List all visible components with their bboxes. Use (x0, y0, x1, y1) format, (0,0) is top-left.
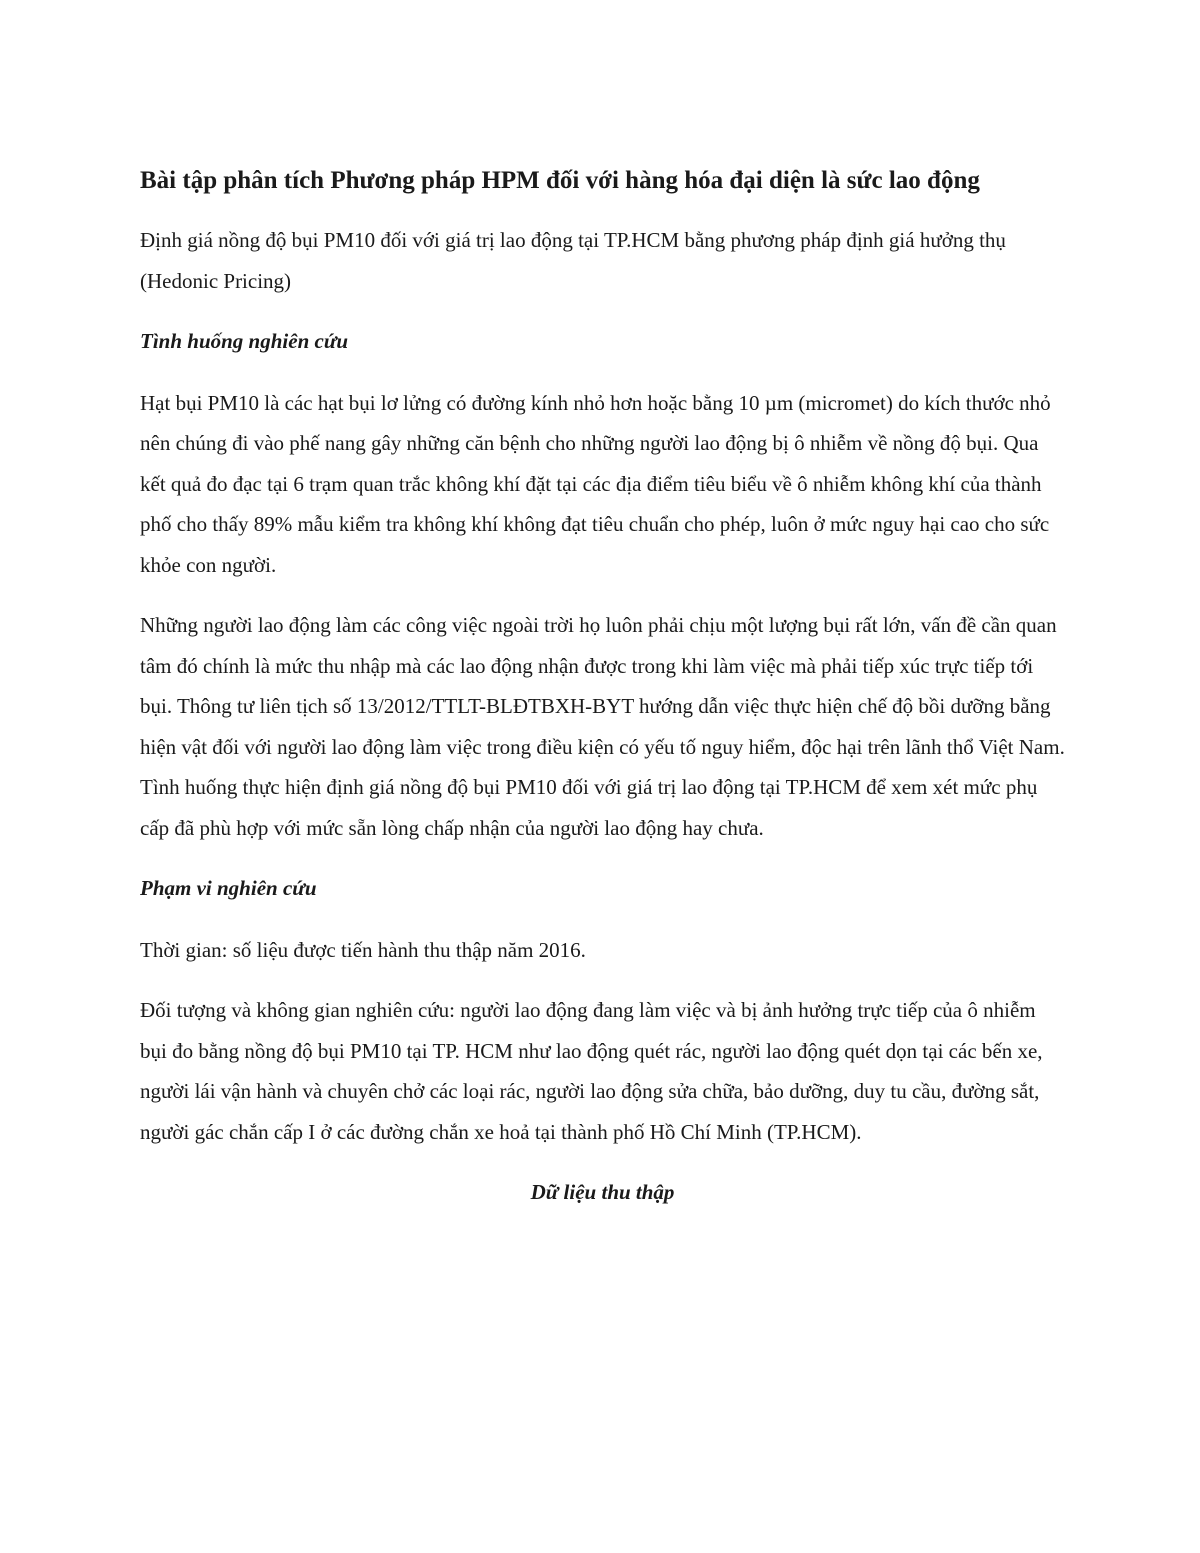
paragraph-pm10-description: Hạt bụi PM10 là các hạt bụi lơ lửng có đường kính nhỏ hơn hoặc bằng 10 µm (micromet) do kích thước nhỏ nên chúng đi vào phế nang gây những căn bệnh cho những người lao động bị ô nhiễm về nồng độ bụi. Qua kết quả đo đạc tại 6 trạm quan trắc không khí đặt tại các địa điểm tiêu biểu về ô nhiễm không khí của thành phố cho thấy 89% mẫu kiểm tra không khí không đạt tiêu chuẩn cho phép, luôn ở mức nguy hại cao cho sức khỏe con người. (140, 390, 1051, 577)
section-heading-data-collection: Dữ liệu thu thập (530, 1180, 675, 1204)
paragraph-time-scope: Thời gian: số liệu được tiến hành thu thập năm 2016. (140, 937, 586, 962)
section-heading-scope: Phạm vi nghiên cứu (140, 876, 317, 900)
section-heading-case-study: Tình huống nghiên cứu (140, 329, 349, 353)
intro-paragraph: Định giá nồng độ bụi PM10 đối với giá trị lao động tại TP.HCM bằng phương pháp định giá hưởng thụ (Hedonic Pricing) (140, 228, 1006, 293)
document-title: Bài tập phân tích Phương pháp HPM đối với hàng hóa đại diện là sức lao động (140, 167, 980, 194)
paragraph-outdoor-workers: Những người lao động làm các công việc ngoài trời họ luôn phải chịu một lượng bụi rất lớn, vấn đề cần quan tâm đó chính là mức thu nhập mà các lao động nhận được trong khi làm việc mà phải tiếp xúc trực tiếp tới bụi. Thông tư liên tịch số 13/2012/TTLT-BLĐTBXH-BYT hướng dẫn việc thực hiện chế độ bồi dưỡng bằng hiện vật đối với người lao động làm việc trong điều kiện có yếu tố nguy hiểm, độc hại trên lãnh thổ Việt Nam. Tình huống thực hiện định giá nồng độ bụi PM10 đối với giá trị lao động tại TP.HCM để xem xét mức phụ cấp đã phù hợp với mức sẵn lòng chấp nhận của người lao động hay chưa. (140, 613, 1065, 840)
paragraph-subject-scope: Đối tượng và không gian nghiên cứu: người lao động đang làm việc và bị ảnh hưởng trực tiếp của ô nhiễm bụi đo bằng nồng độ bụi PM10 tại TP. HCM như lao động quét rác, người lao động quét dọn tại các bến xe, người lái vận hành và chuyên chở các loại rác, người lao động sửa chữa, bảo dưỡng, duy tu cầu, đường sắt, người gác chắn cấp I ở các đường chắn xe hoả tại thành phố Hồ Chí Minh (TP.HCM). (140, 998, 1043, 1144)
document-page (140, 158, 1065, 1234)
